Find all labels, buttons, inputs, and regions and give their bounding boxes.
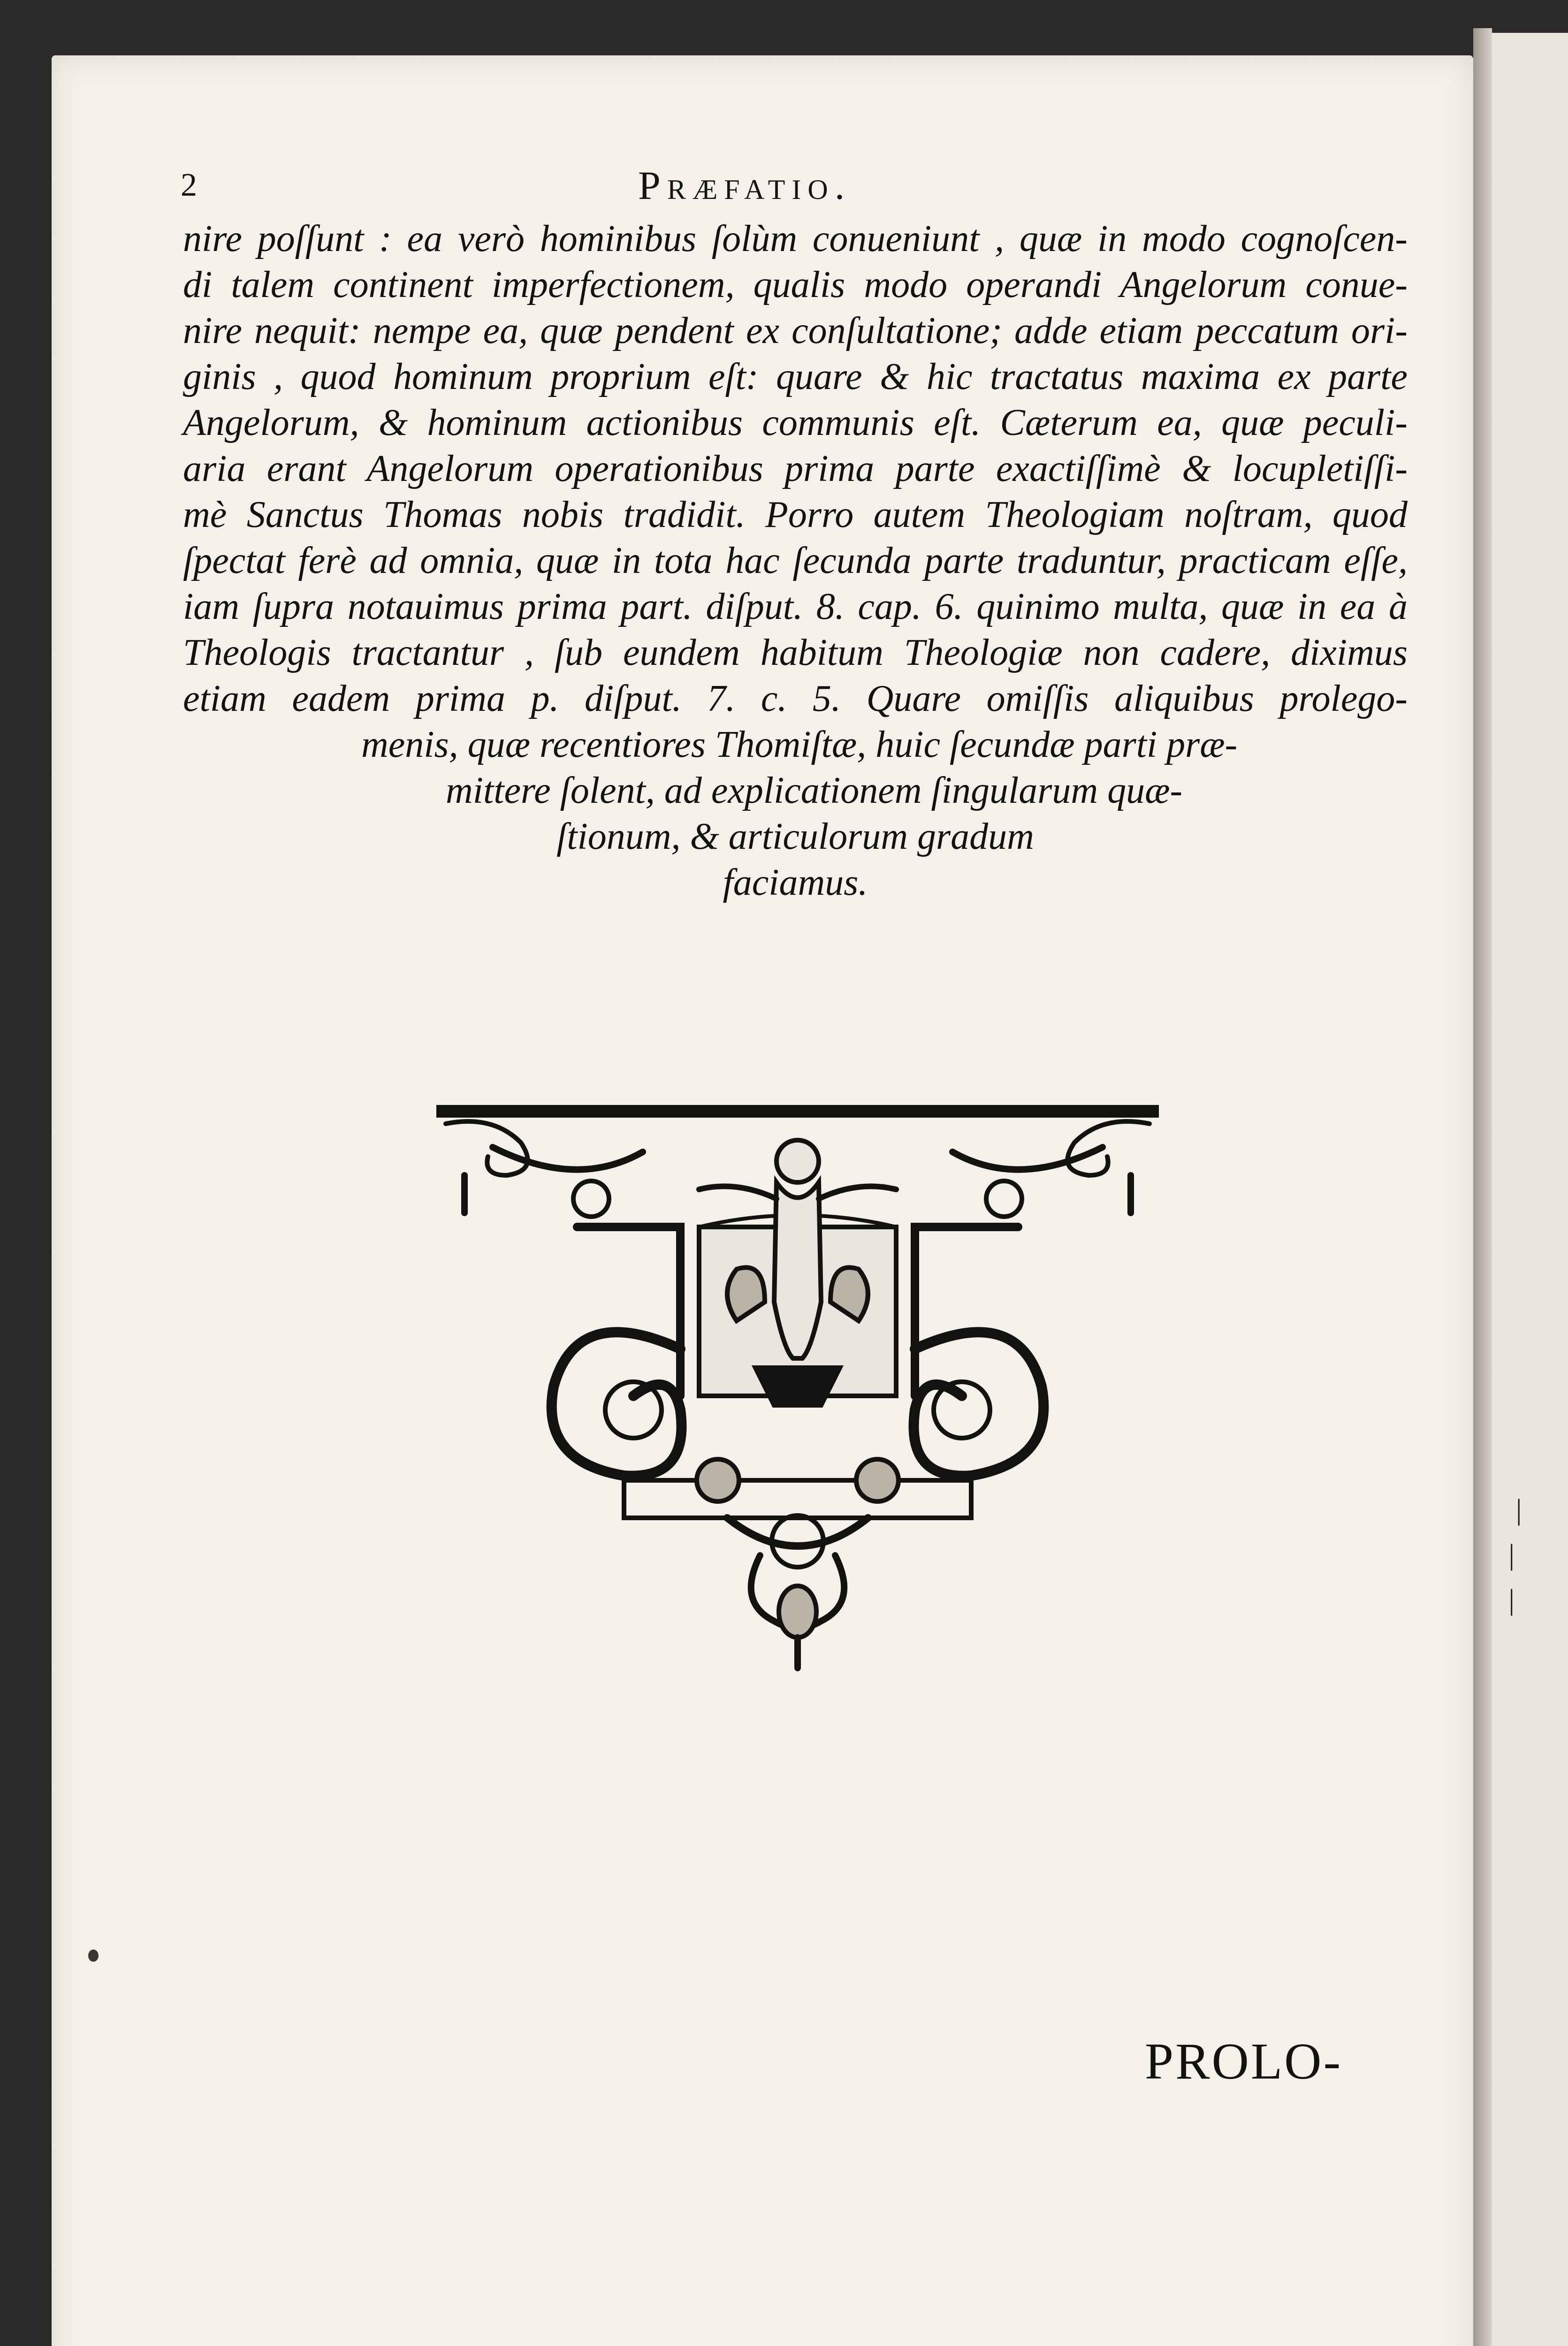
body-line: mittere ſolent, ad explicationem ſingularum quæ- xyxy=(446,770,1183,811)
body-line: ſtionum, & articulorum gradum xyxy=(556,816,1034,857)
body-line: faciamus. xyxy=(723,862,868,903)
body-line: Angelorum, & hominum actionibus communis eſt. Cæterum ea, quæ peculi- xyxy=(183,402,1408,443)
body-line: di talem continent imperfectionem, qualis modo operandi Angelorum conue- xyxy=(183,264,1408,305)
body-line: nire poſſunt : ea verò hominibus ſolùm conueniunt , quæ in modo cognoſcen- xyxy=(183,218,1408,259)
page-number: 2 xyxy=(181,167,197,203)
book-gutter xyxy=(1473,28,1492,2346)
cherub-bracket-ornament-icon xyxy=(436,1105,1159,1677)
body-line: etiam eadem prima p. diſput. 7. c. 5. Quare omiſſis aliquibus prolego- xyxy=(183,678,1408,719)
body-line: ginis , quod hominum proprium eſt: quare & hic tractatus maxima ex parte xyxy=(183,356,1408,397)
catchword: PROLO- xyxy=(1145,2033,1343,2090)
body-line: Theologis tractantur , ſub eundem habitum Theologiæ non cadere, diximus xyxy=(183,632,1408,673)
body-line: menis, quæ recentiores Thomiſtæ, huic ſecundæ parti præ- xyxy=(361,724,1238,765)
body-line: iam ſupra notauimus prima part. diſput. 8. cap. 6. quinimo multa, quæ in ea à xyxy=(183,586,1408,627)
body-line: ſpectat ferè ad omnia, quæ in tota hac ſecunda parte traduntur, practicam eſſe, xyxy=(183,540,1408,581)
body-line: mè Sanctus Thomas nobis tradidit. Porro autem Theologiam noſtram, quod xyxy=(183,494,1408,535)
facing-page-edge: | | | xyxy=(1492,33,1568,2346)
ink-spot xyxy=(88,1950,99,1962)
running-head: Præfatio. xyxy=(638,163,852,208)
body-line: nire nequit: nempe ea, quæ pendent ex conſultatione; adde etiam peccatum ori- xyxy=(183,310,1408,351)
body-text xyxy=(183,216,1408,906)
body-line: aria erant Angelorum operationibus prima parte exactiſſimè & locupletiſſi- xyxy=(183,448,1408,489)
